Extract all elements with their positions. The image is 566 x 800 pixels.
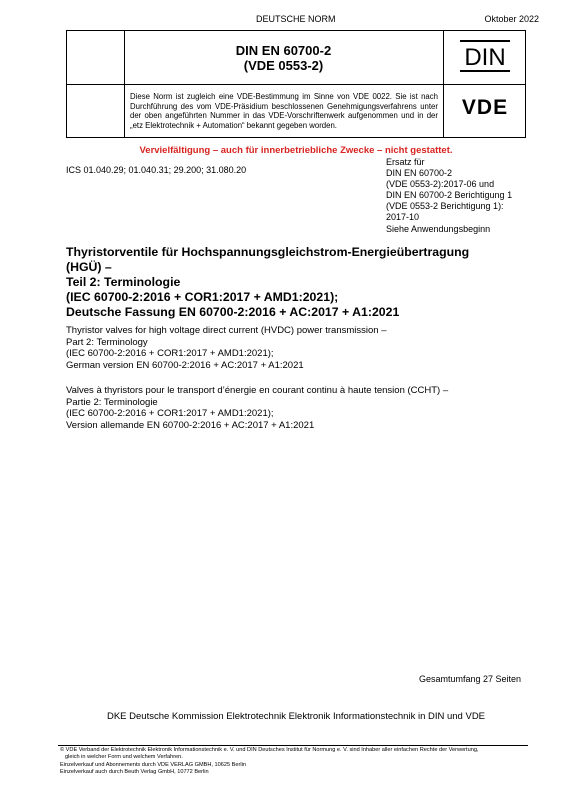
title-german-line: Deutsche Fassung EN 60700-2:2016 + AC:2017 + A1:2021	[66, 305, 400, 319]
publication-date: Oktober 2022	[484, 14, 539, 24]
total-pages: Gesamtumfang 27 Seiten	[418, 674, 521, 684]
title-french-line: (IEC 60700-2:2016 + COR1:2017 + AMD1:2021);	[66, 408, 274, 419]
replacement-line: Siehe Anwendungsbeginn	[386, 223, 491, 234]
replacement-line: (VDE 0553-2 Berichtigung 1):	[386, 201, 504, 212]
replacement-line: DIN EN 60700-2	[386, 168, 453, 179]
title-french	[66, 385, 536, 431]
copy-notice: Vervielfältigung – auch für innerbetriebliche Zwecke – nicht gestattet.	[139, 145, 453, 156]
title-german-line: (HGÜ) –	[66, 260, 112, 274]
title-german-line: (IEC 60700-2:2016 + COR1:2017 + AMD1:2021);	[66, 290, 339, 304]
replacement-line: (VDE 0553-2):2017-06 und	[386, 179, 495, 190]
footer-organisation: DKE Deutsche Kommission Elektrotechnik Elektronik Informationstechnik in DIN und VDE	[106, 711, 486, 722]
copyright-block	[60, 747, 530, 776]
title-english-line: German version EN 60700-2:2016 + AC:2017 + A1:2021	[66, 359, 304, 371]
ics-codes: ICS 01.040.29; 01.040.31; 29.200; 31.080.20	[66, 165, 247, 175]
title-german-line: Teil 2: Terminologie	[66, 275, 181, 289]
vde-logo: VDE	[461, 96, 509, 119]
norm-label: DEUTSCHE NORM	[256, 14, 336, 24]
title-english-line: Part 2: Terminology	[66, 336, 148, 348]
replacement-line: DIN EN 60700-2 Berichtigung 1	[386, 190, 513, 201]
din-logo	[460, 40, 510, 77]
title-french-line: Valves à thyristors pour le transport d’énergie en courant continu à haute tension (CCHT) –	[66, 385, 449, 396]
title-english-line: Thyristor valves for high voltage direct current (HVDC) power transmission –	[66, 325, 387, 336]
title-german-line: Thyristorventile für Hochspannungsgleichstrom-Energieübertragung	[66, 245, 470, 259]
title-english-line: (IEC 60700-2:2016 + COR1:2017 + AMD1:2021);	[66, 348, 274, 359]
replacement-line: Ersatz für	[386, 157, 425, 167]
copyright-line: Einzelverkauf auch durch Beuth Verlag GmbH, 10772 Berlin	[60, 768, 209, 775]
copyright-rule	[58, 745, 528, 746]
copyright-line: Einzelverkauf und Abonnements durch VDE VERLAG GMBH, 10625 Berlin	[60, 761, 246, 768]
title-french-line: Version allemande EN 60700-2:2016 + AC:2017 + A1:2021	[66, 419, 315, 431]
copyright-line: © VDE Verband der Elektrotechnik Elektronik Informationstechnik e. V. und DIN Deutsches Institut für Normung e. V. sind Inhaber aller einfachen Rechte der Verwertung,	[60, 747, 479, 753]
title-box-divider-mid	[66, 84, 526, 85]
replacement-line: 2017-10	[386, 212, 420, 223]
vde-notice: Diese Norm ist zugleich eine VDE-Bestimmung im Sinne von VDE 0022. Sie ist nach Durchführung des vom VDE-Präsidium beschlossenen Genehmigungsverfahrens unter der oben angeführten Nummer in das VDE-Vorschriftenwerk aufgenommen und in der „etz Elektrotechnik + Automation“ bekannt gegeben worden.	[130, 92, 438, 130]
copyright-line: gleich in welcher Form und welchem Verfahren.	[65, 754, 183, 761]
norm-number: DIN EN 60700-2	[235, 43, 332, 58]
title-english	[66, 325, 536, 371]
title-french-line: Partie 2: Terminologie	[66, 396, 158, 408]
din-logo-text: DIN	[464, 44, 506, 71]
replacement-info	[386, 157, 512, 235]
vde-number: (VDE 0553-2)	[243, 58, 324, 73]
title-german	[66, 245, 536, 320]
